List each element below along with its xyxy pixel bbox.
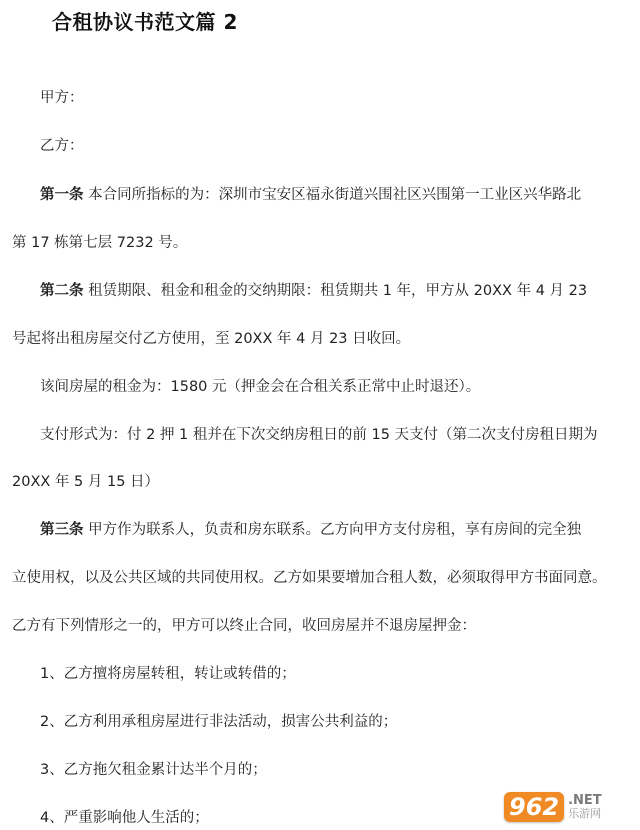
site-watermark <box>504 790 634 824</box>
document-title: 合租协议书范文篇 2 <box>52 10 238 34</box>
article-1-line <box>40 183 581 204</box>
rent-line <box>40 375 480 396</box>
line-text: 本合同所指标的为：深圳市宝安区福永街道兴围社区兴围第一工业区兴华路北 <box>83 187 582 203</box>
article-3-cont-line <box>12 566 607 587</box>
payment-cont-line <box>12 470 159 491</box>
watermark-net: .NET <box>568 793 602 808</box>
watermark-text <box>568 794 602 820</box>
line-text: 2、乙方利用承租房屋进行非法活动，损害公共利益的； <box>40 714 398 730</box>
article-heading: 第三条 <box>40 522 84 538</box>
line-text: 乙方： <box>40 138 84 154</box>
list-item-4 <box>40 806 209 827</box>
line-text: 3、乙方拖欠租金累计达半个月的； <box>40 762 267 778</box>
article-2-line <box>40 279 587 300</box>
article-3-line <box>40 518 581 539</box>
line-text: 租赁期限、租金和租金的交纳期限：租赁期共 1 年，甲方从 20XX 年 4 月 23 <box>83 283 588 299</box>
termination-line <box>12 614 476 635</box>
list-item-1 <box>40 662 296 683</box>
line-text: 号起将出租房屋交付乙方使用，至 20XX 年 4 月 23 日收回。 <box>12 331 411 347</box>
payment-line <box>40 423 598 444</box>
watermark-logo: 962 <box>504 792 564 822</box>
line-text: 支付形式为：付 2 押 1 租并在下次交纳房租日的前 15 天支付（第二次支付房租日期为 <box>40 427 598 443</box>
line-text: 4、严重影响他人生活的； <box>40 810 209 826</box>
list-item-3 <box>40 758 267 779</box>
article-2-cont-line <box>12 327 410 348</box>
article-1-cont-line <box>12 231 187 252</box>
line-text: 甲方作为联系人，负责和房东联系。乙方向甲方支付房租，享有房间的完全独 <box>83 522 582 538</box>
article-heading: 第一条 <box>40 187 84 203</box>
line-text: 该间房屋的租金为：1580 元（押金会在合租关系正常中止时退还）。 <box>40 379 481 395</box>
line-text: 甲方： <box>40 90 84 106</box>
list-item-2 <box>40 710 397 731</box>
article-heading: 第二条 <box>40 283 84 299</box>
line-text: 20XX 年 5 月 15 日） <box>12 474 160 490</box>
party-b-line <box>40 134 84 155</box>
line-text: 乙方有下列情形之一的，甲方可以终止合同，收回房屋并不退房屋押金： <box>12 618 476 634</box>
party-a-line <box>40 86 84 107</box>
line-text: 第 17 栋第七层 7232 号。 <box>12 235 188 251</box>
line-text: 1、乙方擅将房屋转租，转让或转借的； <box>40 666 296 682</box>
line-text: 立使用权，以及公共区域的共同使用权。乙方如果要增加合租人数，必须取得甲方书面同意。 <box>12 570 607 586</box>
watermark-cn: 乐游网 <box>568 807 602 820</box>
